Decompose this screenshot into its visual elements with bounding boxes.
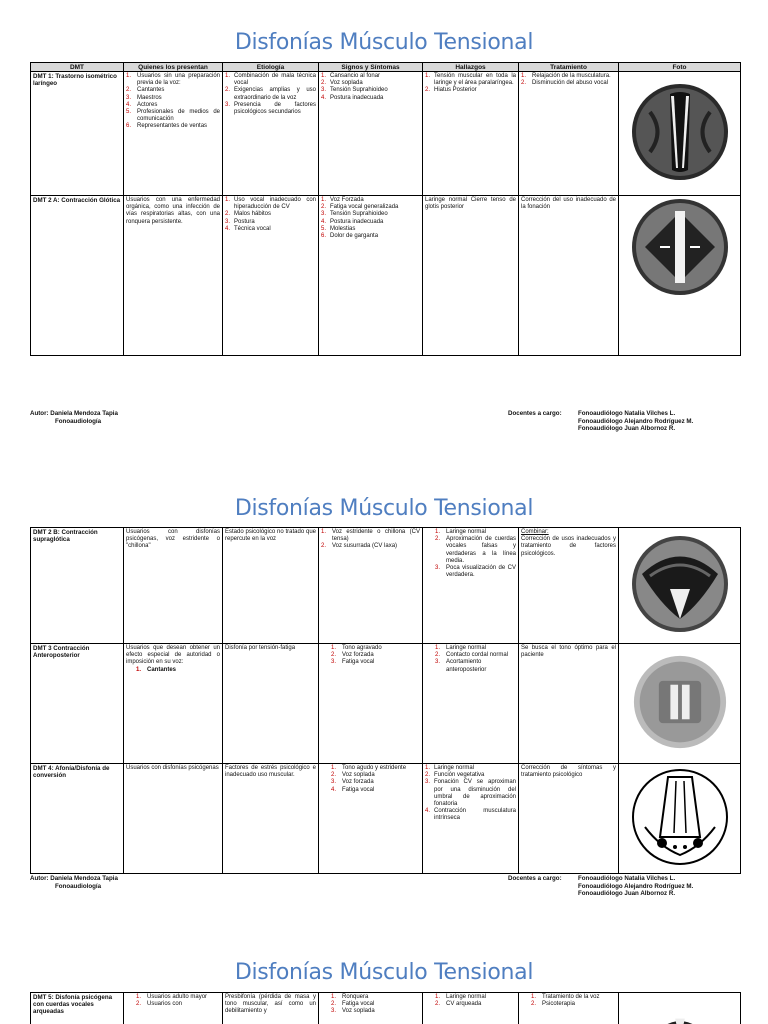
docente-name: Fonoaudiólogo Juan Albornoz R.: [578, 890, 676, 897]
list-item: Postura: [234, 218, 255, 225]
header-quienes: Quienes los presentan: [124, 63, 223, 72]
list-item: Disminución del abuso vocal: [532, 80, 609, 87]
tratamiento-cell: [519, 72, 619, 196]
list-item: Ronquera: [342, 994, 369, 1000]
list-item: Poca visualización de CV verdadera.: [446, 565, 516, 579]
quienes-cell: Usuarios con disfonías psicógenas, voz estridente o "chillona": [124, 528, 223, 644]
etiologia-cell: Factores de estrés psicológico e inadecuado uso muscular.: [223, 764, 319, 874]
photo-cell: [619, 764, 741, 874]
list-item: Tensión muscular en toda la laringe y el área paralaríngea.: [434, 73, 516, 87]
author-block: [30, 875, 118, 890]
header-tratamiento: Tratamiento: [519, 63, 619, 72]
signos-cell: [319, 72, 423, 196]
list-item: Voz soplada: [342, 1008, 375, 1015]
etiologia-cell: Estado psicológico no tratado que repercute en la voz: [223, 528, 319, 644]
tratamiento-cell: [519, 993, 619, 1024]
dmt-cell: DMT 4: Afonía/Disfonía de conversión: [31, 764, 124, 874]
docentes-label: Docentes a cargo:: [508, 410, 562, 417]
etiologia-cell: [223, 196, 319, 356]
table-header-row: [31, 63, 741, 72]
list-item: Cantantes: [137, 87, 165, 94]
list-item: Voz estridente o chillona (CV tensa): [332, 529, 420, 543]
list-item: Usuarios con: [147, 1001, 183, 1008]
header-foto: Foto: [619, 63, 741, 72]
author-block: [30, 410, 118, 425]
hallazgos-cell: [423, 644, 519, 764]
list-item: Técnica vocal: [234, 225, 271, 232]
larynx-image-icon: [632, 654, 728, 750]
list-item: Postura inadecuada: [330, 218, 384, 225]
list-item: Representantes de ventas: [137, 123, 208, 130]
page-title: Disfonías Músculo Tensional: [234, 496, 534, 521]
list-item: Usuarios sin una preparación previa de la voz:: [137, 73, 220, 87]
quienes-text: Usuarios que desean obtener un efecto especial de autoridad o imposición en su voz:: [126, 645, 220, 666]
quienes-cell: [124, 72, 223, 196]
hallazgos-cell: [423, 993, 519, 1024]
list-item: Fatiga vocal: [342, 659, 375, 666]
author-name: Autor: Daniela Mendoza Tapia: [30, 410, 118, 417]
list-item: CV arqueada: [446, 1001, 482, 1008]
docente-name: Fonoaudiólogo Natalia Vilches L.: [578, 875, 676, 882]
larynx-image-icon: [630, 197, 730, 297]
larynx-image-icon: [630, 82, 730, 182]
table-row: [31, 993, 741, 1024]
list-item: Cantantes: [147, 666, 177, 673]
list-item: Acortamiento anteroposterior: [446, 659, 487, 673]
list-item: Tratamiento de la voz: [542, 994, 600, 1000]
author-name: Autor: Daniela Mendoza Tapia: [30, 875, 118, 882]
quienes-cell: [124, 993, 223, 1024]
list-item: Relajación de la musculatura.: [532, 73, 611, 79]
list-item: Contracción musculatura intrínseca: [434, 808, 516, 822]
dmt-table-2: [30, 527, 741, 874]
table-row: [31, 196, 741, 356]
list-item: Combinación de mala técnica vocal: [234, 73, 316, 87]
list-item: Aproximación de cuerdas vocales falsas y verdaderas a la línea media.: [446, 536, 516, 564]
list-item: Voz soplada: [330, 80, 363, 87]
page-title: Disfonías Músculo Tensional: [234, 30, 534, 55]
list-item: Fatiga vocal generalizada: [330, 204, 399, 211]
signos-cell: [319, 644, 423, 764]
etiologia-cell: Disfonía por tensión-fatiga: [223, 644, 319, 764]
hallazgos-cell: [423, 764, 519, 874]
table-row: [31, 528, 741, 644]
dmt-cell: DMT 1: Trastorno isométrico laríngeo: [31, 72, 124, 196]
list-item: Dolor de garganta: [330, 233, 379, 240]
header-etiologia: Etiología: [223, 63, 319, 72]
docente-name: Fonoaudiólogo Juan Albornoz R.: [578, 425, 676, 432]
signos-cell: [319, 196, 423, 356]
author-title: Fonoaudiología: [55, 417, 102, 425]
list-item: Fatiga vocal: [342, 786, 375, 793]
list-item: Tensión Suprahioideo: [330, 211, 388, 218]
docentes-label: Docentes a cargo:: [508, 875, 562, 882]
table-row: [31, 764, 741, 874]
list-item: Actores: [137, 101, 158, 108]
larynx-drawing-icon: [630, 767, 730, 867]
header-dmt: DMT: [31, 63, 124, 72]
list-item: Fatiga vocal: [342, 1001, 375, 1008]
dmt-cell: DMT 2 A: Contracción Glótica: [31, 196, 124, 356]
larynx-image-icon: [630, 534, 730, 634]
list-item: Molestias: [330, 225, 356, 232]
docente-name: Fonoaudiólogo Natalia Vilches L.: [578, 410, 676, 417]
quienes-cell: Usuarios con disfonías psicógenas: [124, 764, 223, 874]
list-item: Tono agudo y estridente: [342, 765, 407, 771]
list-item: Hiatus Posterior: [434, 87, 477, 94]
dmt-cell: DMT 2 B: Contracción supraglótica: [31, 528, 124, 644]
dmt-cell: DMT 3 Contracción Anteroposterior: [31, 644, 124, 764]
docente-name: Fonoaudiólogo Alejandro Rodríguez M.: [578, 417, 694, 425]
list-item: Maestros: [137, 94, 162, 101]
etiologia-cell: [223, 72, 319, 196]
tratamiento-cell: Corrección del uso inadecuado de la fonación: [519, 196, 619, 356]
tratamiento-heading: Combinar:: [521, 529, 549, 535]
hallazgos-cell: [423, 528, 519, 644]
photo-cell: [619, 196, 741, 356]
quienes-cell: Usuarios con una enfermedad orgánica, como una infección de vías respiratorias altas, con una ronquera persistente.: [124, 196, 223, 356]
larynx-image-icon: [640, 1001, 720, 1024]
list-item: Exigencias amplias y uso extraordinario de la voz: [234, 87, 316, 101]
hallazgos-cell: [423, 72, 519, 196]
list-item: Uso vocal inadecuado con hiperaducción de CV: [234, 197, 316, 211]
list-item: Malos hábitos: [234, 211, 272, 218]
table-row: [31, 72, 741, 196]
list-item: Presencia de factores psicológicos secundarios: [234, 101, 316, 116]
list-item: Función vegetativa: [434, 772, 485, 779]
table-row: [31, 644, 741, 764]
header-hallazgos: Hallazgos: [423, 63, 519, 72]
etiologia-cell: Presbifonía (pérdida de masa y tono muscular, así como un debilitamiento y: [223, 993, 319, 1024]
list-item: Voz soplada: [342, 772, 375, 779]
photo-cell: [619, 644, 741, 764]
list-item: Contacto cordal normal: [446, 652, 509, 659]
list-item: Laringe normal: [434, 765, 475, 771]
signos-cell: [319, 764, 423, 874]
signos-cell: [319, 528, 423, 644]
dmt-table-3: [30, 992, 741, 1024]
docente-name: Fonoaudiólogo Alejandro Rodríguez M.: [578, 882, 694, 890]
docentes-block: [508, 410, 694, 432]
docentes-block: [508, 875, 694, 897]
signos-cell: [319, 993, 423, 1024]
dmt-table-1: [30, 62, 741, 356]
photo-cell: [619, 528, 741, 644]
list-item: Tensión Suprahioideo: [330, 87, 388, 94]
list-item: Voz forzada: [342, 652, 374, 659]
list-item: Laringe normal: [446, 994, 487, 1000]
list-item: Voz susurrada (CV laxa): [332, 543, 398, 550]
list-item: Fonación CV se aproximan por una disminución del umbral de aproximación fonatoria: [434, 779, 516, 808]
list-item: Profesionales de medios de comunicación: [137, 109, 220, 123]
tratamiento-cell: [519, 528, 619, 644]
quienes-cell: [124, 644, 223, 764]
photo-cell: [619, 72, 741, 196]
tratamiento-cell: Corrección de síntomas y tratamiento psicológico: [519, 764, 619, 874]
page-title: Disfonías Músculo Tensional: [234, 960, 534, 985]
list-item: Laringe normal: [446, 529, 487, 535]
hallazgos-cell: Laringe normal Cierre tenso de glotis posterior: [423, 196, 519, 356]
author-title: Fonoaudiología: [55, 882, 102, 890]
list-item: Voz Forzada: [330, 197, 364, 203]
list-item: Cansancio al fonar: [330, 73, 381, 79]
list-item: Laringe normal: [446, 645, 487, 651]
list-item: Tono agravado: [342, 645, 382, 651]
photo-cell: [619, 993, 741, 1024]
header-signos: Signos y Síntomas: [319, 63, 423, 72]
dmt-cell: DMT 5: Disfonía psicógena con cuerdas vocales arqueadas: [31, 993, 124, 1024]
list-item: Postura inadecuada: [330, 94, 384, 101]
list-item: Psicoterapia: [542, 1001, 576, 1008]
list-item: Usuarios adulto mayor: [147, 994, 208, 1000]
tratamiento-cell: Se busca el tono óptimo para el paciente: [519, 644, 619, 764]
tratamiento-text: Corrección de usos inadecuados y tratamiento de factores psicológicos.: [521, 536, 616, 557]
list-item: Voz forzada: [342, 779, 374, 786]
